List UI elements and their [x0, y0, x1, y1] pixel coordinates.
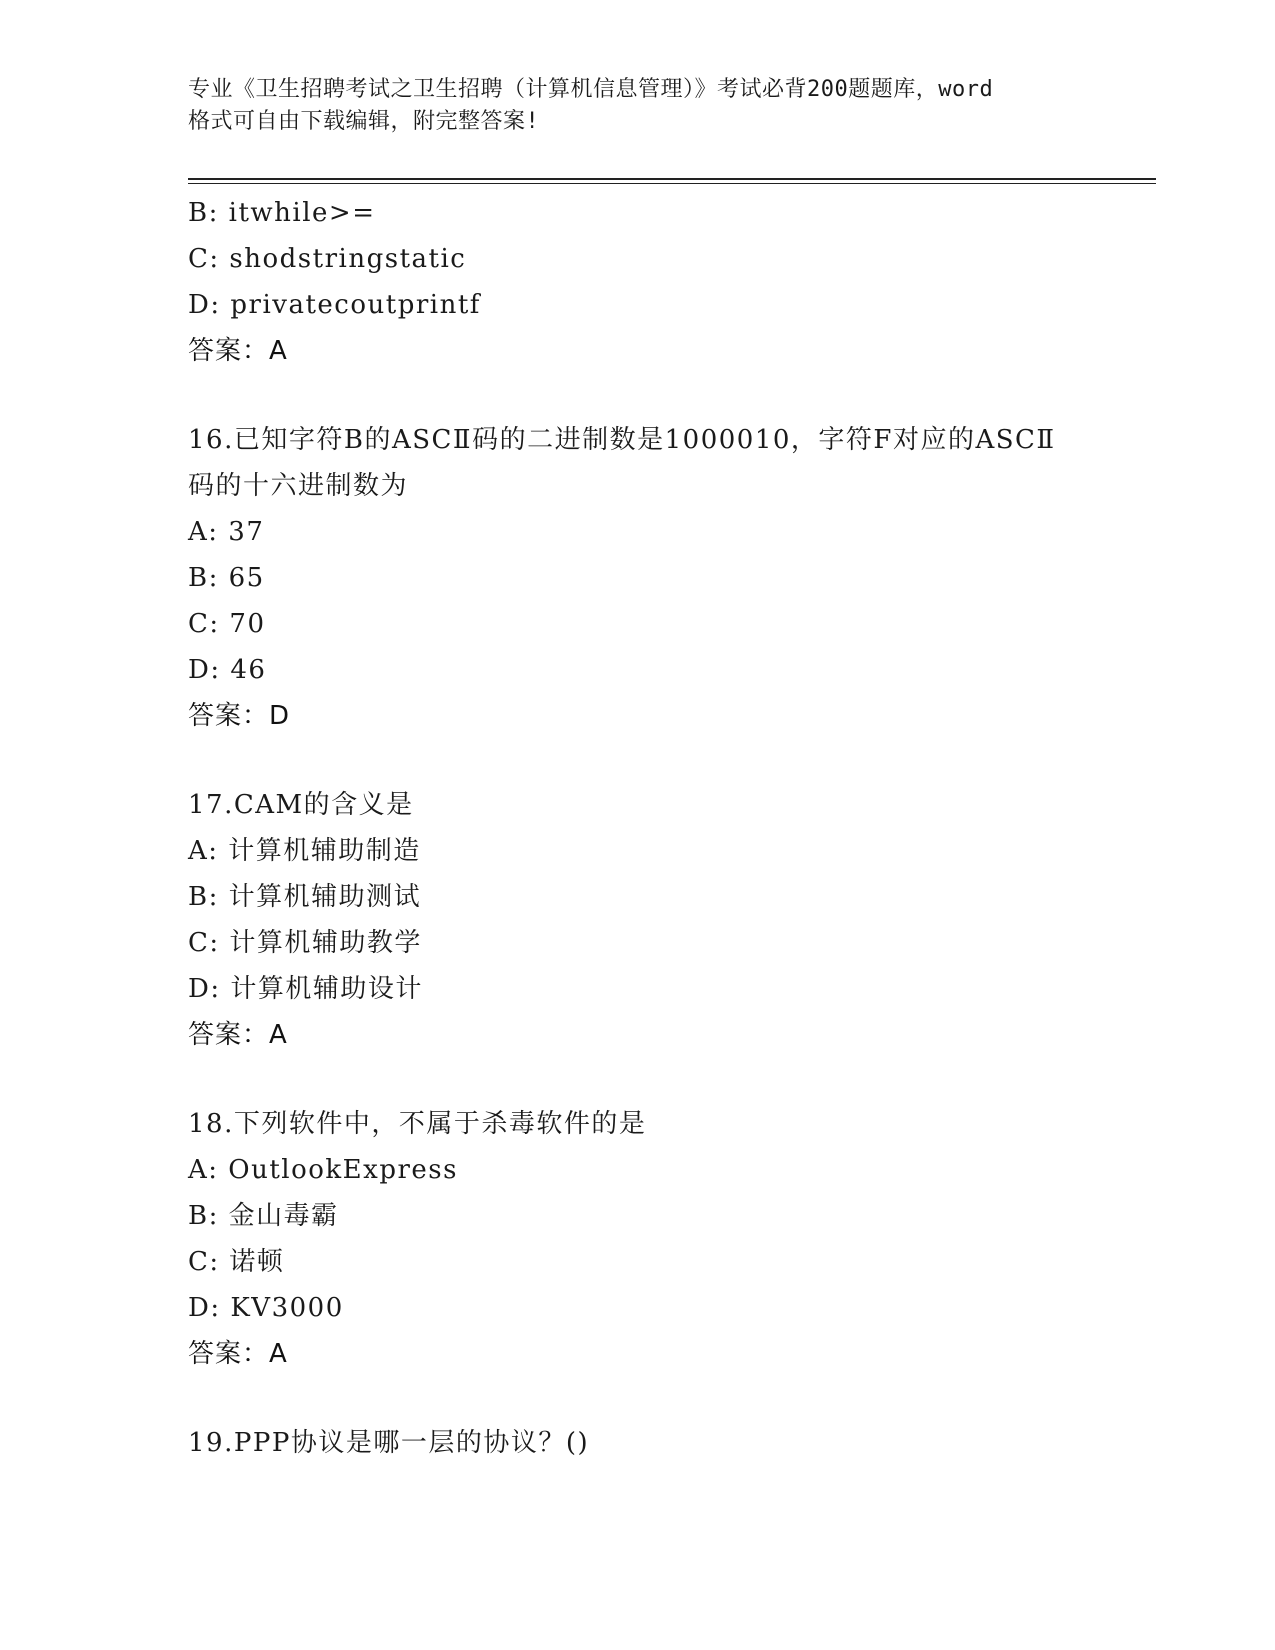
option-c: C: 诺顿 — [188, 1247, 285, 1277]
option-b: B: itwhile>= — [188, 198, 376, 228]
option-b: B: 计算机辅助测试 — [188, 882, 422, 912]
question-spacer — [188, 1058, 1108, 1101]
question-15-tail — [188, 190, 1108, 374]
option-a: A: 37 — [188, 517, 265, 547]
option-a: A: OutlookExpress — [188, 1155, 458, 1185]
question-text: 18.下列软件中，不属于杀毒软件的是 — [188, 1109, 647, 1139]
question-text-line-2: 码的十六进制数为 — [188, 471, 409, 501]
header-line-2: 格式可自由下载编辑，附完整答案! — [188, 109, 540, 134]
option-c: C: shodstringstatic — [188, 244, 467, 274]
header-line-1: 专业《卫生招聘考试之卫生招聘（计算机信息管理）》考试必背200题题库，word — [188, 77, 994, 102]
option-d: D: KV3000 — [188, 1293, 344, 1323]
question-text: 19.PPP协议是哪一层的协议？() — [188, 1428, 590, 1458]
question-spacer — [188, 374, 1108, 417]
question-list — [188, 190, 1108, 1466]
option-d: D: 46 — [188, 655, 267, 685]
question-18 — [188, 1101, 1108, 1377]
option-b: B: 65 — [188, 563, 265, 593]
answer-line: 答案：A — [188, 1020, 288, 1050]
header-divider-thin — [188, 183, 1156, 184]
answer-line: 答案：A — [188, 1339, 288, 1369]
question-text-line-1: 16.已知字符B的ASCⅡ码的二进制数是1000010，字符F对应的ASCⅡ — [188, 425, 1056, 455]
answer-line: 答案：D — [188, 701, 291, 731]
option-c: C: 70 — [188, 609, 266, 639]
option-c: C: 计算机辅助教学 — [188, 928, 422, 958]
option-b: B: 金山毒霸 — [188, 1201, 339, 1231]
option-a: A: 计算机辅助制造 — [188, 836, 421, 866]
question-17 — [188, 782, 1108, 1058]
question-spacer — [188, 1377, 1108, 1420]
question-text: 17.CAM的含义是 — [188, 790, 414, 820]
question-19 — [188, 1420, 1108, 1466]
option-d: D: privatecoutprintf — [188, 290, 481, 320]
answer-line: 答案：A — [188, 336, 288, 366]
document-header — [188, 74, 1088, 138]
header-divider-thick — [188, 178, 1156, 180]
option-d: D: 计算机辅助设计 — [188, 974, 423, 1004]
question-spacer — [188, 739, 1108, 782]
question-16 — [188, 417, 1108, 739]
